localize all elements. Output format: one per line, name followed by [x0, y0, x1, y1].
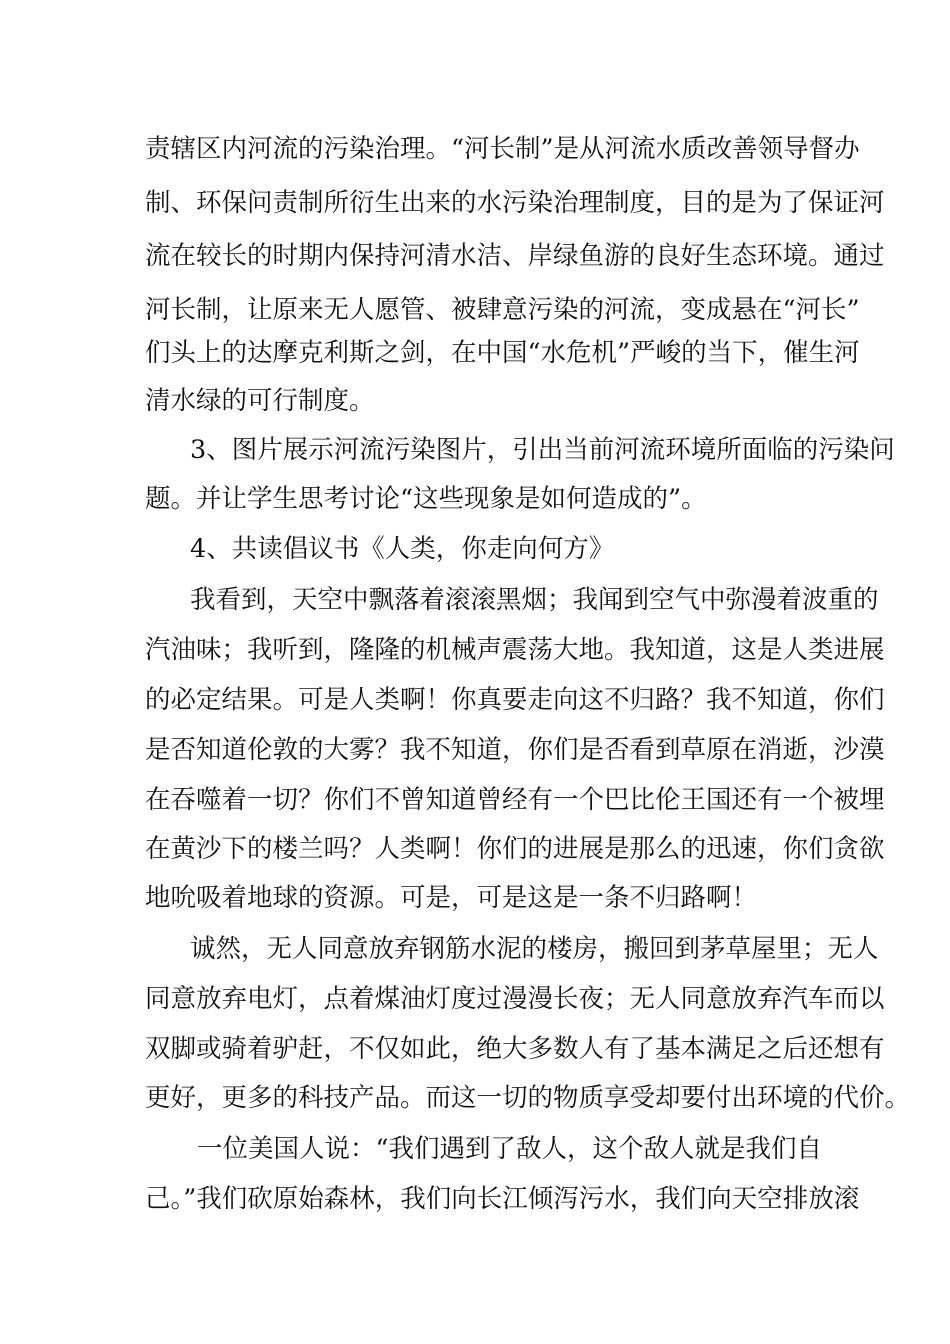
text-line-1: 责辖区内河流的污染治理。“河长制”是从河流水质改善领导督办 [145, 134, 860, 164]
text-line-7: 3、图片展示河流污染图片，引出当前河流环境所面临的污染问 [190, 435, 895, 465]
text-line-21: 一位美国人说：“我们遇到了敌人，这个敌人就是我们自 [197, 1134, 823, 1164]
text-line-4: 河长制，让原来无人愿管、被肆意污染的河流，变成悬在“河长” [145, 295, 860, 325]
text-line-8: 题。并让学生思考讨论“这些现象是如何造成的”。 [145, 484, 707, 514]
text-line-6: 清水绿的可行制度。 [145, 386, 375, 416]
text-line-22: 己。”我们砍原始森林，我们向长江倾泻污水，我们向天空排放滚 [145, 1184, 860, 1214]
text-line-10: 我看到，天空中飘落着滚滚黑烟；我闻到空气中弥漫着波重的 [190, 585, 879, 615]
text-line-17: 诚然，无人同意放弃钢筋水泥的楼房，搬回到茅草屋里；无人 [190, 934, 879, 964]
text-line-14: 在吞噬着一切？你们不曾知道曾经有一个巴比伦王国还有一个被埋 [145, 785, 885, 815]
text-line-15: 在黄沙下的楼兰吗？人类啊！你们的进展是那么的迅速，你们贪欲 [145, 834, 885, 864]
text-line-3: 流在较长的时期内保持河清水洁、岸绿鱼游的良好生态环境。通过 [145, 241, 885, 271]
text-line-2: 制、环保问责制所衍生出来的水污染治理制度，目的是为了保证河 [145, 188, 885, 218]
text-line-5: 们头上的达摩克利斯之剑，在中国“水危机”严峻的当下，催生河 [145, 338, 860, 368]
text-line-19: 双脚或骑着驴赶，不仅如此，绝大多数人有了基本满足之后还想有 [145, 1034, 885, 1064]
text-line-16: 地吮吸着地球的资源。可是，可是这是一条不归路啊！ [145, 883, 758, 913]
section-heading: 4、共读倡议书《人类，你走向何方》 [190, 534, 615, 564]
text-line-20: 更好，更多的科技产品。而这一切的物质享受却要付出环境的代价。 [145, 1083, 911, 1113]
text-line-13: 是否知道伦敦的大雾？我不知道，你们是否看到草原在消逝，沙漠 [145, 735, 885, 765]
text-line-18: 同意放弃电灯，点着煤油灯度过漫漫长夜；无人同意放弃汽车而以 [145, 984, 885, 1014]
text-line-11: 汽油味；我听到，隆隆的机械声震荡大地。我知道，这是人类进展 [145, 635, 885, 665]
text-line-12: 的必定结果。可是人类啊！你真要走向这不归路？我不知道，你们 [145, 685, 885, 715]
